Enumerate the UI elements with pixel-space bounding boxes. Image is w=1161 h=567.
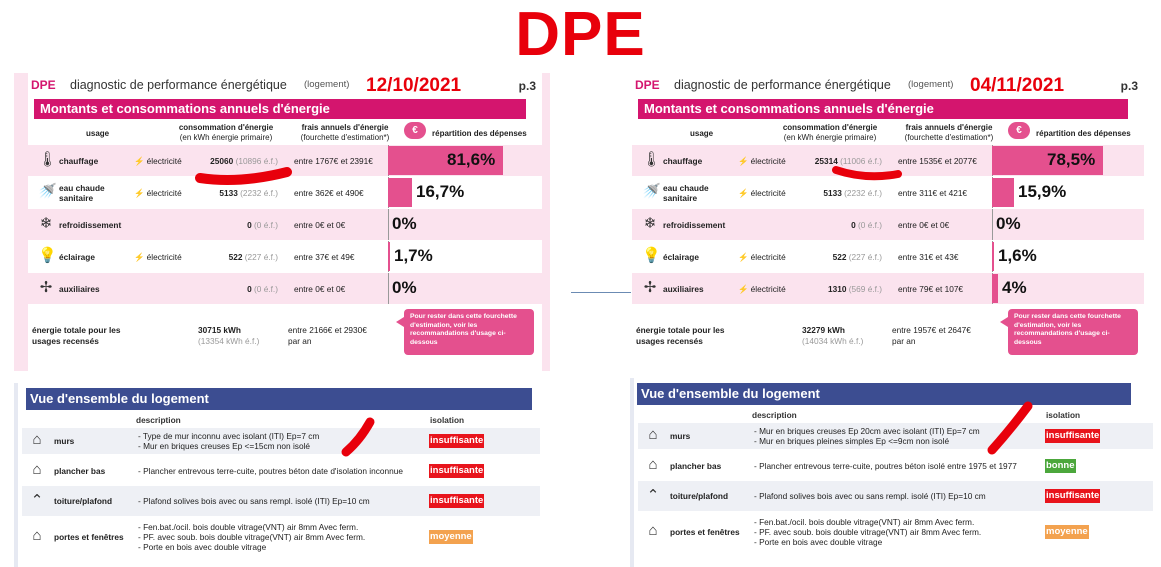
lightbulb-icon: 💡 <box>642 247 661 264</box>
usage-line: auxiliaires <box>59 284 100 294</box>
shower-icon: 🚿 <box>642 183 661 200</box>
distribution-percent: 4% <box>1002 278 1027 297</box>
bar-axis <box>992 209 993 240</box>
overview-description <box>754 426 980 446</box>
door-icon: ⌂ <box>32 527 42 544</box>
dpe-label: DPE <box>635 78 660 92</box>
isolation-badge: insuffisante <box>1046 490 1100 501</box>
cost-range: entre 0€ et 0€ <box>294 220 346 230</box>
description-line: - PF. avec soub. bois double vitrage(VNT) air 8mm Avec ferm. <box>138 532 366 542</box>
energy-type: ⚡ électricité <box>738 188 786 198</box>
overview-description <box>138 496 370 506</box>
snowflake-icon: ❄ <box>643 215 657 232</box>
overview-description <box>138 466 403 476</box>
overview-row <box>22 517 540 557</box>
recommendation-callout: Pour rester dans cette fourchette d'estimation, voir les recommandations d'usage ci-dessous <box>1008 309 1138 355</box>
isolation-badge: insuffisante <box>1046 430 1100 441</box>
document-heading: diagnostic de performance énergétique <box>70 78 287 92</box>
consumption-value <box>194 156 278 166</box>
thermometer-icon: 🌡 <box>38 151 58 168</box>
column-costs-title: frais annuels d'énergie <box>301 123 389 132</box>
overview-description <box>754 517 981 547</box>
consumption-value <box>798 284 882 294</box>
description-line: - Porte en bois avec double vitrage <box>754 537 883 547</box>
column-costs <box>894 123 1004 143</box>
distribution-percent: 78,5% <box>1047 150 1096 169</box>
total-costs <box>892 325 971 347</box>
overview-row <box>22 486 540 516</box>
document-header <box>632 73 1144 97</box>
recommendation-callout: Pour rester dans cette fourchette d'estimation, voir les recommandations d'usage ci-dessous <box>404 309 534 355</box>
isolation-badge: insuffisante <box>430 435 484 446</box>
total-costs <box>288 325 367 347</box>
total-label-line: énergie totale pour les <box>636 325 725 335</box>
energy-row <box>632 145 1144 176</box>
column-consumption <box>168 123 284 143</box>
consumption-final: (11006 é.f.) <box>840 156 882 166</box>
consumption-primary: 5133 <box>219 188 238 198</box>
consumption-final: (0 é.f.) <box>858 220 882 230</box>
consumption-final: (0 é.f.) <box>254 284 278 294</box>
consumption-final: (569 é.f.) <box>848 284 882 294</box>
overview-content <box>634 378 1161 567</box>
column-costs <box>290 123 400 143</box>
isolation-badge: bonne <box>1046 460 1075 471</box>
overview-element: toiture/plafond <box>54 496 113 506</box>
usage-label <box>59 183 105 203</box>
energy-summary-panel <box>14 73 550 371</box>
overview-description <box>754 491 986 501</box>
consumption-primary: 522 <box>228 252 243 262</box>
floor-icon: ⌂ <box>648 456 658 473</box>
description-line: - Porte en bois avec double vitrage <box>138 542 267 552</box>
energy-row <box>632 209 1144 240</box>
description-line: - Plancher entrevous terre-cuite, poutres béton isolé entre 1975 et 1977 <box>754 461 1017 471</box>
overview-description <box>138 522 365 552</box>
column-consumption-title: consommation d'énergie <box>782 123 878 132</box>
distribution-percent: 15,9% <box>1018 182 1067 201</box>
annotation-date: 04/11/2021 <box>970 75 1065 96</box>
usage-line: auxiliaires <box>663 284 704 294</box>
distribution-bar <box>992 178 1014 207</box>
distribution-percent: 1,7% <box>394 246 433 265</box>
usage-line: éclairage <box>59 252 95 262</box>
usage-label <box>663 156 702 166</box>
description-line: - Plafond solives bois avec ou sans rempl. isolé (ITI) Ep=10 cm <box>138 496 370 506</box>
column-distribution: répartition des dépenses <box>1036 129 1131 138</box>
cost-range: entre 0€ et 0€ <box>294 284 346 294</box>
overview-content <box>18 383 548 567</box>
cost-range: entre 362€ et 490€ <box>294 188 364 198</box>
piggy-bank-icon: € <box>404 122 426 139</box>
distribution-percent: 0% <box>996 214 1021 233</box>
energy-row <box>28 241 542 272</box>
main-title: DPE <box>515 0 646 69</box>
logement-label: (logement) <box>908 79 954 90</box>
description-line: - PF. avec soub. bois double vitrage(VNT) air 8mm Avec ferm. <box>754 527 982 537</box>
isolation-badge: insuffisante <box>430 465 484 476</box>
overview-title: Vue d'ensemble du logement <box>637 383 1131 405</box>
overview-row <box>638 512 1153 552</box>
panel-content <box>28 73 542 371</box>
usage-line: chauffage <box>663 156 703 166</box>
column-usage: usage <box>86 129 110 138</box>
usage-label <box>663 220 725 230</box>
column-description: description <box>752 410 797 420</box>
total-kwh: 32279 kWh <box>802 325 845 335</box>
consumption-primary: 1310 <box>828 284 847 294</box>
consumption-final: (2232 é.f.) <box>844 188 882 198</box>
total-cost-period: par an <box>288 336 312 346</box>
total-label-line: usages recensés <box>636 336 703 346</box>
overview-element: portes et fenêtres <box>670 527 740 537</box>
energy-row <box>632 177 1144 208</box>
panel-content <box>632 73 1144 371</box>
overview-element: plancher bas <box>54 466 106 476</box>
description-line: - Type de mur inconnu avec isolant (ITI) Ep=7 cm <box>138 431 320 441</box>
document-heading: diagnostic de performance énergétique <box>674 78 891 92</box>
energy-type: ⚡ électricité <box>738 284 786 294</box>
usage-label <box>663 284 704 294</box>
consumption-value <box>798 252 882 262</box>
distribution-percent: 1,6% <box>998 246 1037 265</box>
logement-label: (logement) <box>304 79 350 90</box>
distribution-percent: 16,7% <box>416 182 465 201</box>
usage-line: eau chaude <box>663 183 709 193</box>
isolation-badge: insuffisante <box>430 495 484 506</box>
total-label <box>32 325 121 347</box>
door-icon: ⌂ <box>648 522 658 539</box>
total-label-line: usages recensés <box>32 336 99 346</box>
overview-element: toiture/plafond <box>670 491 729 501</box>
consumption-primary: 0 <box>247 220 252 230</box>
usage-label <box>59 156 98 166</box>
section-title: Montants et consommations annuels d'énergie <box>34 99 526 119</box>
description-line: - Fen.bat./ocil. bois double vitrage(VNT) air 8mm Avec ferm. <box>754 517 975 527</box>
overview-element: murs <box>670 431 691 441</box>
overview-description <box>138 431 319 451</box>
usage-line: sanitaire <box>663 193 698 203</box>
energy-row <box>28 209 542 240</box>
usage-label <box>663 252 699 262</box>
page-number: p.3 <box>1120 79 1138 93</box>
column-isolation: isolation <box>430 415 465 425</box>
usage-line: eau chaude <box>59 183 105 193</box>
energy-row <box>632 241 1144 272</box>
isolation-badge: moyenne <box>1046 526 1088 537</box>
total-energy <box>198 325 259 347</box>
energy-type: ⚡ électricité <box>134 156 182 166</box>
description-line: - Mur en briques creuses Ep <=15cm non isolé <box>138 441 311 451</box>
roof-icon: ⌃ <box>646 487 660 504</box>
consumption-primary: 0 <box>851 220 856 230</box>
cost-range: entre 1535€ et 2077€ <box>898 156 977 166</box>
divider-line <box>571 292 631 293</box>
usage-line: refroidissement <box>59 220 122 230</box>
usage-line: chauffage <box>59 156 99 166</box>
cost-range: entre 0€ et 0€ <box>898 220 950 230</box>
overview-row <box>638 423 1153 449</box>
distribution-bar <box>992 242 994 271</box>
overview-row <box>22 458 540 484</box>
energy-type: ⚡ électricité <box>738 156 786 166</box>
column-consumption-unit: (en kWh énergie primaire) <box>179 133 273 142</box>
dpe-label: DPE <box>31 78 56 92</box>
overview-title: Vue d'ensemble du logement <box>26 388 532 410</box>
distribution-bar <box>388 178 412 207</box>
thermometer-icon: 🌡 <box>642 151 662 168</box>
usage-label <box>663 183 709 203</box>
energy-type: ⚡ électricité <box>134 252 182 262</box>
consumption-value <box>798 188 882 198</box>
total-label-line: énergie totale pour les <box>32 325 121 335</box>
overview-element: murs <box>54 436 75 446</box>
description-line: - Plancher entrevous terre-cuite, poutres béton date d'isolation inconnue <box>138 466 403 476</box>
column-costs-unit: (fourchette d'estimation*) <box>904 133 994 142</box>
column-consumption <box>772 123 888 143</box>
floor-icon: ⌂ <box>32 461 42 478</box>
overview-row <box>638 453 1153 479</box>
description-line: - Mur en briques creuses Ep 20cm avec isolant (ITI) Ep=7 cm <box>754 426 980 436</box>
usage-label <box>59 252 95 262</box>
consumption-final: (10896 é.f.) <box>235 156 278 166</box>
description-line: - Plafond solives bois avec ou sans rempl. isolé (ITI) Ep=10 cm <box>754 491 986 501</box>
distribution-percent: 81,6% <box>447 150 496 169</box>
fan-icon: ✢ <box>643 279 657 296</box>
annotation-date: 12/10/2021 <box>366 75 462 96</box>
distribution-percent: 0% <box>392 214 417 233</box>
snowflake-icon: ❄ <box>39 215 53 232</box>
energy-row <box>632 273 1144 304</box>
consumption-primary: 522 <box>832 252 847 262</box>
bar-axis <box>388 209 389 240</box>
housing-overview-panel <box>14 383 548 567</box>
energy-row <box>28 273 542 304</box>
total-ef: (13354 kWh é.f.) <box>198 336 260 346</box>
consumption-final: (227 é.f.) <box>848 252 882 262</box>
wall-icon: ⌂ <box>648 426 658 443</box>
consumption-value <box>194 188 278 198</box>
total-cost-range: entre 2166€ et 2930€ <box>288 325 367 335</box>
shower-icon: 🚿 <box>38 183 57 200</box>
usage-line: refroidissement <box>663 220 726 230</box>
cost-range: entre 311€ et 421€ <box>898 188 968 198</box>
column-costs-unit: (fourchette d'estimation*) <box>300 133 390 142</box>
column-consumption-unit: (en kWh énergie primaire) <box>783 133 877 142</box>
overview-description <box>754 461 1017 471</box>
lightbulb-icon: 💡 <box>38 247 57 264</box>
consumption-value <box>798 220 882 230</box>
consumption-primary: 25314 <box>814 156 838 166</box>
consumption-value <box>194 220 278 230</box>
bar-axis <box>388 273 389 304</box>
overview-element: plancher bas <box>670 461 722 471</box>
total-kwh: 30715 kWh <box>198 325 241 335</box>
consumption-primary: 5133 <box>823 188 842 198</box>
energy-type: ⚡ électricité <box>738 252 786 262</box>
roof-icon: ⌃ <box>30 492 44 509</box>
consumption-final: (0 é.f.) <box>254 220 278 230</box>
column-costs-title: frais annuels d'énergie <box>905 123 993 132</box>
distribution-bar <box>388 242 390 271</box>
consumption-primary: 0 <box>247 284 252 294</box>
section-title: Montants et consommations annuels d'énergie <box>638 99 1128 119</box>
column-isolation: isolation <box>1046 410 1081 420</box>
consumption-final: (2232 é.f.) <box>240 188 278 198</box>
cost-range: entre 31€ et 43€ <box>898 252 959 262</box>
wall-icon: ⌂ <box>32 431 42 448</box>
isolation-badge: moyenne <box>430 531 472 542</box>
total-energy <box>802 325 863 347</box>
consumption-primary: 25060 <box>210 156 234 166</box>
total-label <box>636 325 725 347</box>
overview-row <box>22 428 540 454</box>
fan-icon: ✢ <box>39 279 53 296</box>
cost-range: entre 37€ et 49€ <box>294 252 355 262</box>
column-distribution: répartition des dépenses <box>432 129 527 138</box>
energy-row <box>28 145 542 176</box>
consumption-value <box>798 156 882 166</box>
total-cost-period: par an <box>892 336 916 346</box>
column-usage: usage <box>690 129 714 138</box>
energy-type: ⚡ électricité <box>134 188 182 198</box>
consumption-value <box>194 252 278 262</box>
total-cost-range: entre 1957€ et 2647€ <box>892 325 971 335</box>
description-line: - Mur en briques pleines simples Ep <=9cm non isolé <box>754 436 950 446</box>
piggy-bank-icon: € <box>1008 122 1030 139</box>
consumption-final: (227 é.f.) <box>244 252 278 262</box>
distribution-bar <box>992 274 998 303</box>
housing-overview-panel <box>630 378 1161 567</box>
description-line: - Fen.bat./ocil. bois double vitrage(VNT) air 8mm Avec ferm. <box>138 522 359 532</box>
energy-summary-panel <box>632 73 1144 371</box>
distribution-percent: 0% <box>392 278 417 297</box>
usage-label <box>59 220 121 230</box>
consumption-value <box>194 284 278 294</box>
usage-line: éclairage <box>663 252 699 262</box>
page-number: p.3 <box>518 79 536 93</box>
column-description: description <box>136 415 181 425</box>
overview-element: portes et fenêtres <box>54 532 124 542</box>
column-consumption-title: consommation d'énergie <box>178 123 274 132</box>
document-header <box>28 73 542 97</box>
energy-row <box>28 177 542 208</box>
cost-range: entre 79€ et 107€ <box>898 284 964 294</box>
usage-line: sanitaire <box>59 193 94 203</box>
total-ef: (14034 kWh é.f.) <box>802 336 864 346</box>
cost-range: entre 1767€ et 2391€ <box>294 156 373 166</box>
usage-label <box>59 284 100 294</box>
overview-row <box>638 481 1153 511</box>
